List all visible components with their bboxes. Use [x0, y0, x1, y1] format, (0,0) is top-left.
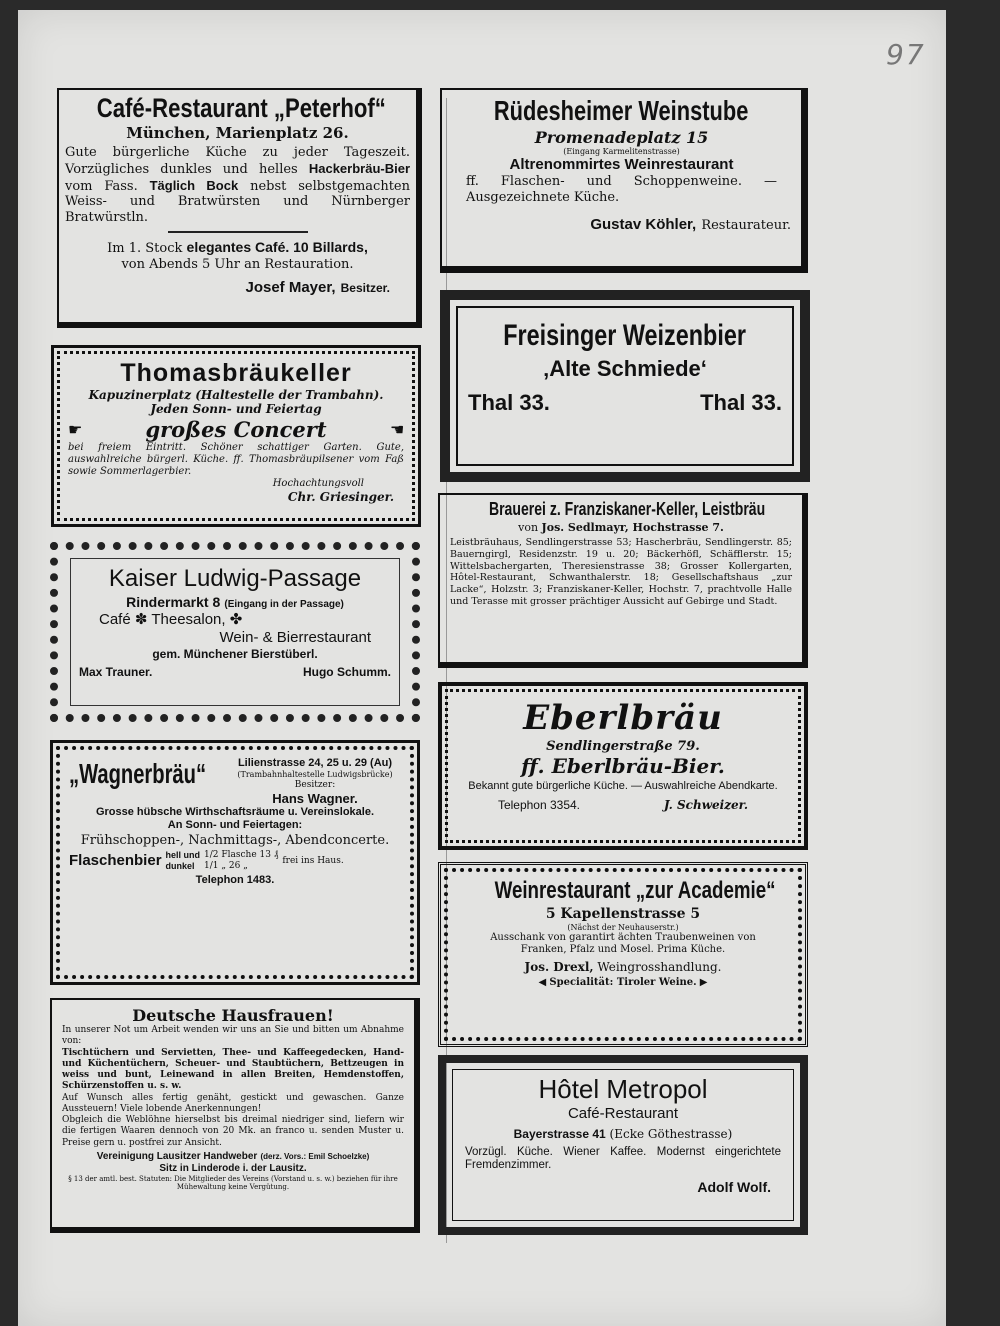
ad-title: Eberlbräu — [523, 698, 723, 738]
ad-body: In unserer Not um Arbeit wenden wir uns an Sie und bitten um Abnahme von: Tischtüchern und Servietten, Thee- und Kaffeegedecken, Hand- und Küchentüchern, Scheuer- und Staubtüchern, Bettzeugen in weiss und bunt, Leinewand in allen Breiten, Hemdenstoffen, Schürzenstoffen u. s. w. Auf Wunsch alles fertig genäht, gestickt und gewaschen. Ganze Aussteuern! Viele lobende Anerkennungen! Obgleich die Weblöhne hierselbst bis dreimal niedriger sind, liefern wir die fertigen Waaren dennoch von 20 Mk. an franco u. senden Muster u. Preise gern u. postfrei zur Ansicht. — [62, 1025, 404, 1148]
ornament-icon: ✤ — [229, 611, 243, 629]
ad-note: (Nächst der Neuhauserstr.) — [567, 922, 679, 932]
ad-beer: ff. Eberlbräu-Bier. — [521, 754, 725, 779]
pointing-hand-right-icon: ☛ — [68, 419, 83, 439]
ad-concert-row — [68, 417, 404, 442]
ad-address-block: Lilienstrasse 24, 25 u. 29 (Au) (Trambahnhaltestelle Ludwigsbrücke) Besitzer: Hans Wagner. — [237, 757, 393, 806]
ad-body: Leistbräuhaus, Sendlingerstrasse 53; Hascherbräu, Sendlingerstr. 85; Bauerngirgl, Residenzstr. 19 u. 20; Bäckerhöfl, Schäfflerstr. 15; Wittelsbachergarten, Theresienstrasse 38; Grosser Kollergarten, Hôtel-Restaurant, Schwanthalerstr. 18; Gesellschaftshaus „zur Lacke“, Holzstr. 3; Franziskaner-Keller, Hochstr. 7, prachtvolle Halle und Terasse mit grosser prächtiger Aussicht auf Gebirge und Stadt. — [450, 536, 792, 608]
ad-owner: Jos. Drexl, Weingrosshandlung. — [524, 960, 722, 975]
ad-owners: Max Trauner. Hugo Schumm. — [79, 664, 391, 679]
ad-thomasbraeukeller — [51, 345, 421, 527]
ad-title: „Wagnerbräu“ — [69, 758, 207, 789]
divider-rule — [168, 231, 308, 233]
ad-address-row: Bayerstrasse 41 (Ecke Göthestrasse) — [513, 1127, 733, 1142]
ad-kaiser-ludwig-passage — [50, 542, 420, 722]
ad-restauration: von Abends 5 Uhr an Restauration. — [121, 256, 354, 272]
ad-address-row: Rindermarkt 8 (Eingang in der Passage) — [126, 593, 344, 610]
ad-address: 5 Kapellenstrasse 5 — [545, 905, 701, 922]
ad-owner: Josef Mayer, Besitzer. — [245, 278, 390, 296]
ad-seat: Sitz in Linderode i. der Lausitz. — [159, 1162, 307, 1174]
ad-title: Café-Restaurant „Peterhof“ — [96, 93, 386, 123]
ad-concert: großes Concert — [145, 416, 327, 442]
ad-title: Rüdesheimer Weinstube — [494, 95, 749, 126]
ad-org: Vereinigung Lausitzer Handweber (derz. Vors.: Emil Schoelzke) — [96, 1150, 370, 1162]
ad-cafe-line: Im 1. Stock elegantes Café. 10 Billards, — [107, 239, 368, 257]
page-number: 97 — [886, 38, 926, 71]
ad-subtitle: ‚Alte Schmiede‘ — [543, 356, 707, 381]
ad-footer: Telephon 3354. J. Schweizer. — [497, 797, 749, 812]
ad-address: Sendlingerstraße 79. — [546, 738, 700, 754]
ad-title: Weinrestaurant „zur Academie“ — [494, 877, 776, 904]
ad-deutsche-hausfrauen — [50, 998, 420, 1233]
ad-inner-frame — [452, 1069, 794, 1221]
ad-address: Promenadeplatz 15 — [534, 127, 709, 147]
ad-body: Vorzügl. Küche. Wiener Kaffee. Modernst eingerichtete Fremdenzimmer. — [465, 1145, 781, 1172]
ad-speciality: ◀ Specialität: Tiroler Weine. ▶ — [538, 976, 708, 988]
ad-title: Hôtel Metropol — [538, 1074, 708, 1104]
ad-owner-line: von Jos. Sedlmayr, Hochstrasse 7. — [518, 520, 724, 534]
ad-eberlbraeu — [438, 682, 808, 850]
ad-wein: Wein- & Bierrestaurant — [219, 629, 371, 647]
ad-body: bei freiem Eintritt. Schöner schattiger Garten. Gute, auswahlreiche bürgerl. Küche. ff. Thomasbräupilsener vom Faß sowie Sommerlagerbier. — [68, 441, 404, 477]
ad-owner: Adolf Wolf. — [697, 1179, 771, 1196]
ad-cafe-row: Café ✽ Theesalon, ✤ — [99, 611, 243, 629]
ad-wagnerbraeu — [50, 740, 420, 985]
ad-tagline: Altrenommirtes Weinrestaurant — [509, 156, 734, 174]
ad-events: Frühschoppen-, Nachmittags-, Abendconcerte. — [80, 832, 390, 848]
ad-franziskaner-keller — [438, 493, 808, 668]
ad-address: Kapuzinerplatz (Haltestelle der Trambahn). — [88, 388, 384, 402]
arrow-right-icon: ▶ — [699, 976, 708, 988]
ad-title: Kaiser Ludwig-Passage — [108, 565, 362, 592]
ad-holidays: An Sonn- und Feiertagen: — [167, 819, 303, 832]
ad-footnote: § 13 der amtl. best. Statuten: Die Mitglieder des Vereins (Vorstand u. s. w.) beziehen für ihre Mühewaltung keine Vergütung. — [68, 1174, 398, 1192]
ad-phone: Telephon 1483. — [195, 873, 275, 886]
ad-stuberl: gem. Münchener Bierstüberl. — [152, 647, 318, 662]
ad-entrance: (Eingang Karmelitenstrasse) — [563, 146, 680, 156]
ad-title: Deutsche Hausfrauen! — [132, 1006, 334, 1025]
ad-hotel-metropol — [438, 1055, 808, 1235]
ad-address-row: Thal 33. Thal 33. — [468, 390, 782, 416]
arrow-left-icon: ◀ — [538, 976, 547, 988]
ad-price-row: Flaschenbier hell und dunkel 1/2 Flasche 13 ₰ 1/1 „ 26 „ frei ins Haus. — [69, 850, 344, 871]
ad-subtitle: Café-Restaurant — [567, 1105, 679, 1123]
flower-icon: ✽ — [134, 611, 148, 629]
ad-title: Thomasbräukeller — [120, 359, 352, 387]
ad-ruedesheimer-weinstube — [440, 88, 808, 273]
pointing-hand-left-icon: ☛ — [389, 419, 404, 439]
ad-peterhof — [57, 88, 422, 328]
ad-body: ff. Flaschen- und Schoppenweine. — Ausgezeichnete Küche. — [466, 174, 777, 205]
ad-freisinger-weizenbier — [440, 290, 810, 482]
ad-signature: Chr. Griesinger. — [287, 489, 394, 504]
ad-title: Brauerei z. Franziskaner-Keller, Leistbräu — [488, 499, 766, 519]
ad-body: Ausschank von garantirt ächten Traubenweinen von Franken, Pfalz und Mosel. Prima Küche. — [490, 932, 756, 956]
ad-inner-frame — [70, 558, 400, 706]
ad-rooms: Grosse hübsche Wirthschaftsräume u. Vereinslokale. — [95, 806, 375, 819]
ad-owner: Gustav Köhler, Restaurateur. — [590, 215, 791, 233]
ad-body: Gute bürgerliche Küche zu jeder Tageszeit. Vorzügliches dunkles und helles Hackerbräu-Bier vom Fass. Täglich Bock nebst selbstgemachten Weiss- und Bratwürsten und Nürnberger Bratwürstln. — [65, 145, 410, 225]
ad-header-row — [69, 757, 401, 806]
ad-body: Bekannt gute bürgerliche Küche. — Auswahlreiche Abendkarte. — [468, 780, 778, 793]
ad-inner-frame — [456, 306, 794, 466]
ad-title: Freisinger Weizenbier — [503, 319, 747, 352]
ad-regards: Hochachtungsvoll — [272, 477, 364, 489]
ad-location: München, Marienplatz 26. — [126, 124, 349, 143]
ad-line: Jeden Sonn- und Feiertag — [150, 402, 322, 417]
ad-weinrestaurant-academie — [438, 862, 808, 1047]
